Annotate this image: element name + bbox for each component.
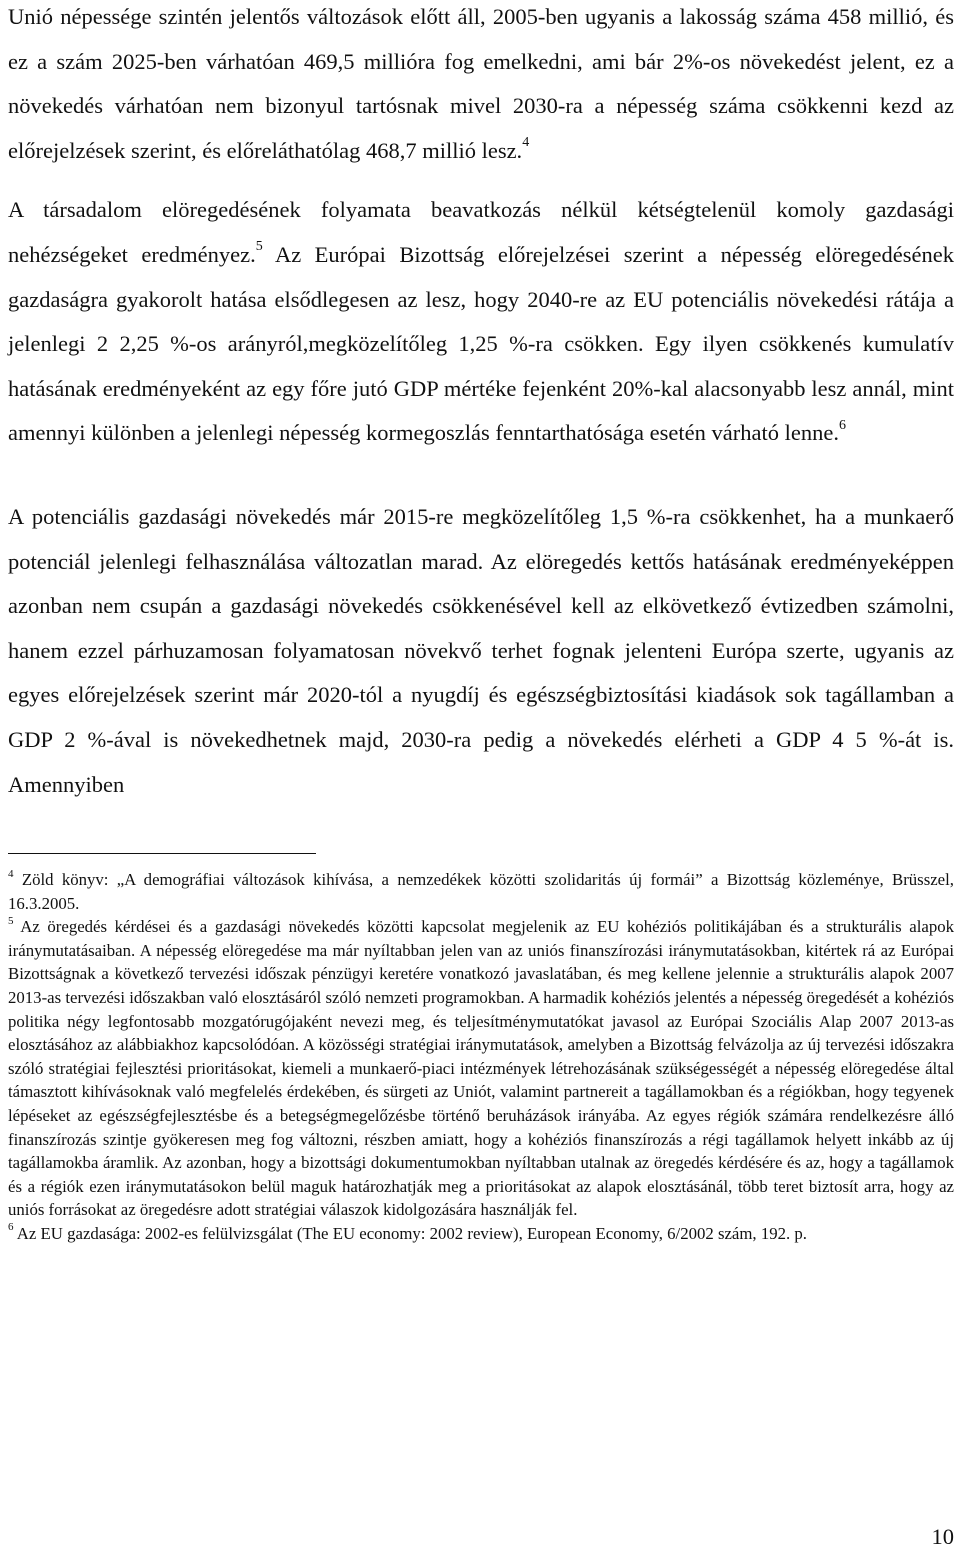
paragraph-text: A potenciális gazdasági növekedés már 2015-re megközelítőleg 1,5 %-ra csökkenhet, ha a munkaerő potenciál jelenlegi felhasználása változatlan marad. Az elöregedés kettős hatásának eredményeképpen azonban nem csupán a gazdasági növekedés csökkenésével kell az elkövetkező évtizedben számolni, hanem ezzel párhuzamosan folyamatosan növekvő terhet fognak jelenteni Európa szerte, ugyanis az egyes előrejelzések szerint már 2020-tól a nyugdíj és egészségbiztosítási kiadások sok tagállamban a GDP 2 %-ával is növekedhetnek majd, 2030-ra pedig a növekedés elérheti a GDP 4 5 %-át is. Amennyiben bbox=[8, 503, 954, 797]
footnote-reference[interactable]: 6 bbox=[838, 417, 846, 433]
paragraph-text: A társadalom elöregedésének folyamata beavatkozás nélkül kétségtelenül komoly gazdasági nehézségeket eredményez. bbox=[8, 197, 954, 267]
paragraph bbox=[8, 188, 954, 456]
footnote-reference[interactable]: 5 bbox=[255, 239, 263, 255]
paragraph-text: Unió népessége szintén jelentős változások előtt áll, 2005-ben ugyanis a lakosság száma 458 millió, és ez a szám 2025-ben várhatóan 469,5 millióra fog emelkedni, ami bár 2%-os növekedést jelent, ez a növekedés várhatóan nem bizonyul tartósnak mivel 2030-ra a népesség száma csökkenni kezd az előrejelzések szerint, és előreláthatólag 468,7 millió lesz. bbox=[8, 4, 954, 163]
footnote-text: Zöld könyv: „A demográfiai változások kihívása, a nemzedékek közötti szolidaritás új formái” a Bizottság közleménye, Brüsszel, 16.3.2005. bbox=[8, 870, 954, 913]
paragraph bbox=[8, 0, 954, 173]
paragraph-text: Az Európai Bizottság előrejelzései szerint a népesség elöregedésének gazdaságra gyakorolt hatása elsődlegesen az lesz, hogy 2040-re az EU potenciális növekedési rátája a jelenlegi 2 2,25 %-os arányról,megközelítőleg 1,25 %-ra csökken. Egy ilyen csökkenés kumulatív hatásának eredményeként az egy főre jutó GDP mértéke fejenként 20%-kal alacsonyabb lesz annál, mint amennyi különben a jelenlegi népesség kormegoszlás fenntarthatósága esetén várható lenne. bbox=[8, 241, 955, 446]
footnote-number: 4 bbox=[8, 867, 14, 880]
document-page bbox=[8, 0, 954, 1246]
footnote-text: Az EU gazdasága: 2002-es felülvizsgálat (The EU economy: 2002 review), European Economy, 6/2002 szám, 192. p. bbox=[16, 1224, 807, 1243]
footnote-separator bbox=[8, 853, 316, 854]
footnote bbox=[8, 868, 954, 915]
paragraph bbox=[8, 495, 954, 807]
footnotes bbox=[8, 868, 954, 1246]
page-number: 10 bbox=[931, 1524, 954, 1549]
footnote bbox=[8, 915, 954, 1222]
footnote-text: Az öregedés kérdései és a gazdasági növekedés közötti kapcsolat megjelenik az EU kohéziós politikájában és a strukturális alapok iránymutatásaiban. A népesség elöregedése ma már nyíltabban jelen van az uniós finanszírozási iránymutatásokban, kitértek rá az Európai Bizottságnak a következő tervezési időszak pénzügyi keretére vonatkozó javaslatában, és meg kellene jelennie a strukturális alapok 2007 2013-as tervezési időszakban való elosztásáról szóló nemzeti programokban. A harmadik kohéziós jelentés a népesség öregedését a kohéziós politika négy legfontosabb mozgatórugójaként nevezi meg, és teljesítménymutatókat javasol az Európai Szociális Alap 2007 2013-as elosztásához az alábbiakhoz kapcsolódóan. A közösségi stratégiai iránymutatások, amelyben a Bizottság felvázolja az új tervezési időszakra szóló stratégiai fejlesztési prioritásokat, kiemeli a munkaerő-piaci intézmények létrehozásának szükségességét a népesség elöregedése által támasztott kihívásoknak való megfelelés érdekében, és sürgeti az Uniót, valamint partnereit a tagállamokban és a régiókban, hogy tegyenek lépéseket az egészségfejlesztésbe és a betegségmegelőzésbe történő beruházások irányába. Az egyes régiók számára rendelkezésre álló finanszírozás szintje gyökeresen meg fog változni, részben amiatt, hogy a kohéziós finanszírozás a régi tagállamok helyett inkább az új tagállamokba áramlik. Az azonban, hogy a bizottsági dokumentumokban nyíltabban utalnak az öregedés kérdésére és az, hogy a tagállamok és a régiók ezen iránymutatásokon belül maguk határozhatják meg a prioritásokat az alapok elosztásánál, több teret biztosít arra, hogy az uniós forrásokat az öregedésre adott stratégiai válaszok kidolgozására használják fel. bbox=[8, 917, 954, 1220]
body-text bbox=[8, 0, 954, 807]
footnote-reference[interactable]: 4 bbox=[522, 135, 530, 151]
footnote-number: 6 bbox=[8, 1221, 14, 1234]
footnote-number: 5 bbox=[8, 914, 14, 927]
footnote bbox=[8, 1222, 954, 1246]
